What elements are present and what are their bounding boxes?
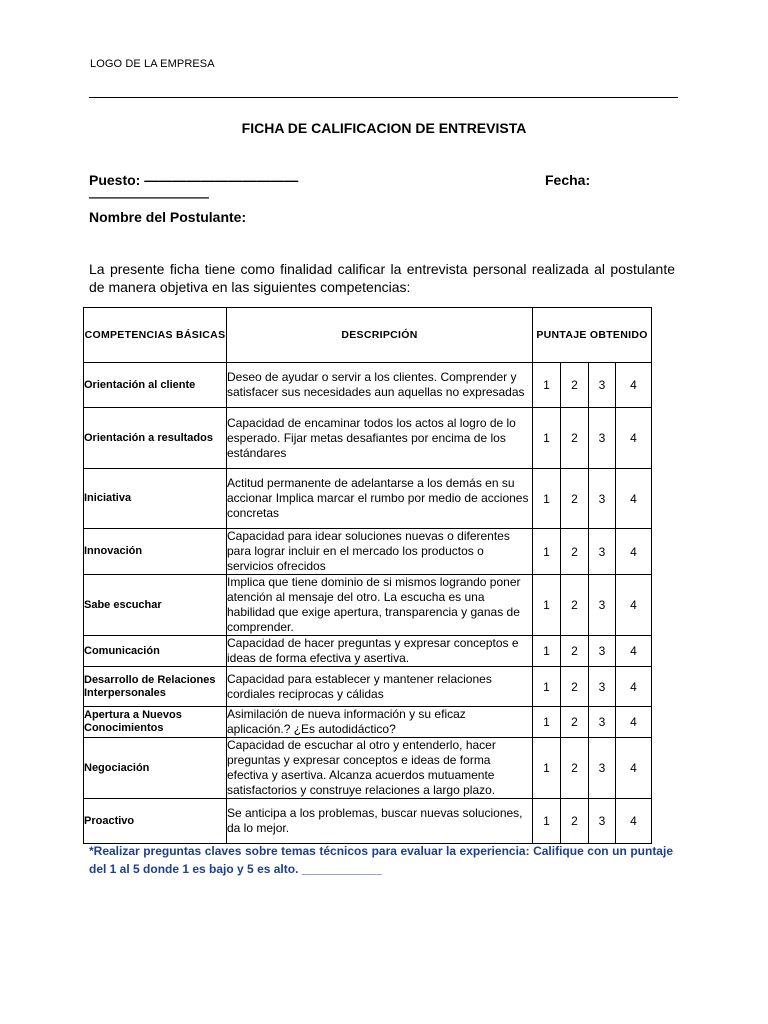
header-descripcion: DESCRIPCIÓN [227, 308, 533, 363]
competencia-description: Actitud permanente de adelantarse a los demás en su accionar Implica marcar el rumbo por medio de acciones concretas [227, 469, 533, 529]
score-option-4[interactable]: 4 [616, 408, 652, 469]
score-option-3[interactable]: 3 [589, 738, 616, 799]
score-option-3[interactable]: 3 [589, 636, 616, 667]
table-row [84, 469, 652, 529]
competencia-description: Capacidad para establecer y mantener relaciones cordiales reciprocas y cálidas [227, 667, 533, 707]
table-row [84, 575, 652, 636]
score-option-2[interactable]: 2 [561, 799, 589, 844]
competencia-name: Desarrollo de Relaciones Interpersonales [84, 667, 227, 707]
score-option-2[interactable]: 2 [561, 469, 589, 529]
intro-paragraph: La presente ficha tiene como finalidad calificar la entrevista personal realizada al postulante de manera objetiva en las siguientes competencias: [89, 261, 675, 295]
competencia-name: Comunicación [84, 636, 227, 667]
score-option-2[interactable]: 2 [561, 529, 589, 575]
score-option-4[interactable]: 4 [616, 469, 652, 529]
score-option-4[interactable]: 4 [616, 529, 652, 575]
competencia-name: Proactivo [84, 799, 227, 844]
score-option-2[interactable]: 2 [561, 408, 589, 469]
score-option-1[interactable]: 1 [533, 667, 561, 707]
score-option-1[interactable]: 1 [533, 363, 561, 408]
score-option-4[interactable]: 4 [616, 636, 652, 667]
competencia-description: Capacidad de escuchar al otro y entenderlo, hacer preguntas y expresar conceptos e ideas de forma efectiva y asertiva. Alcanza acuerdos mutuamente satisfactorios y construye relaciones a largo plazo. [227, 738, 533, 799]
score-option-2[interactable]: 2 [561, 575, 589, 636]
score-option-1[interactable]: 1 [533, 799, 561, 844]
fecha-underline: —————————— [89, 190, 209, 204]
competencia-description: Capacidad de encaminar todos los actos al logro de lo esperado. Fijar metas desafiantes por encima de los estándares [227, 408, 533, 469]
header-competencias: COMPETENCIAS BÁSICAS [84, 308, 227, 363]
competencia-name: Apertura a Nuevos Conocimientos [84, 707, 227, 738]
footnote: *Realizar preguntas claves sobre temas técnicos para evaluar la experiencia: Califique con un puntaje del 1 al 5 donde 1 es bajo y 5 es alto. ____________ [89, 844, 673, 876]
header-puntaje: PUNTAJE OBTENIDO [533, 308, 652, 363]
score-option-4[interactable]: 4 [616, 363, 652, 408]
score-option-1[interactable]: 1 [533, 469, 561, 529]
competencia-description: Deseo de ayudar o servir a los clientes. Comprender y satisfacer sus necesidades aun aquellas no expresadas [227, 363, 533, 408]
score-option-3[interactable]: 3 [589, 667, 616, 707]
competencia-name: Negociación [84, 738, 227, 799]
score-option-1[interactable]: 1 [533, 636, 561, 667]
competencia-description: Capacidad de hacer preguntas y expresar conceptos e ideas de forma efectiva y asertiva. [227, 636, 533, 667]
table-row [84, 636, 652, 667]
score-option-1[interactable]: 1 [533, 738, 561, 799]
table-row [84, 799, 652, 844]
score-option-2[interactable]: 2 [561, 738, 589, 799]
competencia-name: Iniciativa [84, 469, 227, 529]
score-option-2[interactable]: 2 [561, 667, 589, 707]
score-option-1[interactable]: 1 [533, 408, 561, 469]
competencia-description: Asimilación de nueva información y su eficaz aplicación.? ¿Es autodidáctico? [227, 707, 533, 738]
score-option-3[interactable]: 3 [589, 469, 616, 529]
table-row [84, 707, 652, 738]
score-option-1[interactable]: 1 [533, 575, 561, 636]
score-option-3[interactable]: 3 [589, 408, 616, 469]
nombre-postulante-field: Nombre del Postulante: [89, 209, 247, 225]
score-option-3[interactable]: 3 [589, 707, 616, 738]
competencia-name: Orientación al cliente [84, 363, 227, 408]
table-header-row [84, 308, 652, 363]
score-option-3[interactable]: 3 [589, 575, 616, 636]
score-option-1[interactable]: 1 [533, 529, 561, 575]
score-option-4[interactable]: 4 [616, 575, 652, 636]
page-title: FICHA DE CALIFICACION DE ENTREVISTA [241, 120, 527, 136]
competencia-description: Se anticipa a los problemas, buscar nuevas soluciones, da lo mejor. [227, 799, 533, 844]
table-row [84, 408, 652, 469]
header-divider [89, 97, 678, 98]
competencia-description: Implica que tiene dominio de si mismos logrando poner atención al mensaje del otro. La escucha es una habilidad que exige apertura, transparencia y ganas de comprender. [227, 575, 533, 636]
score-option-4[interactable]: 4 [616, 707, 652, 738]
score-option-3[interactable]: 3 [589, 799, 616, 844]
score-option-4[interactable]: 4 [616, 738, 652, 799]
score-option-3[interactable]: 3 [589, 363, 616, 408]
table-row [84, 363, 652, 408]
score-option-2[interactable]: 2 [561, 636, 589, 667]
score-option-4[interactable]: 4 [616, 799, 652, 844]
fecha-field: Fecha: [545, 172, 591, 188]
table-row [84, 667, 652, 707]
competencia-description: Capacidad para idear soluciones nuevas o diferentes para lograr incluir en el mercado los productos o servicios ofrecidos [227, 529, 533, 575]
table-row [84, 738, 652, 799]
competencias-table [83, 307, 652, 844]
score-option-2[interactable]: 2 [561, 707, 589, 738]
puesto-field: Puesto: ——————————— [89, 172, 299, 188]
table-row [84, 529, 652, 575]
competencia-name: Innovación [84, 529, 227, 575]
score-option-4[interactable]: 4 [616, 667, 652, 707]
company-logo-placeholder: LOGO DE LA EMPRESA [90, 58, 215, 70]
score-option-1[interactable]: 1 [533, 707, 561, 738]
score-option-3[interactable]: 3 [589, 529, 616, 575]
competencia-name: Orientación a resultados [84, 408, 227, 469]
score-option-2[interactable]: 2 [561, 363, 589, 408]
competencia-name: Sabe escuchar [84, 575, 227, 636]
